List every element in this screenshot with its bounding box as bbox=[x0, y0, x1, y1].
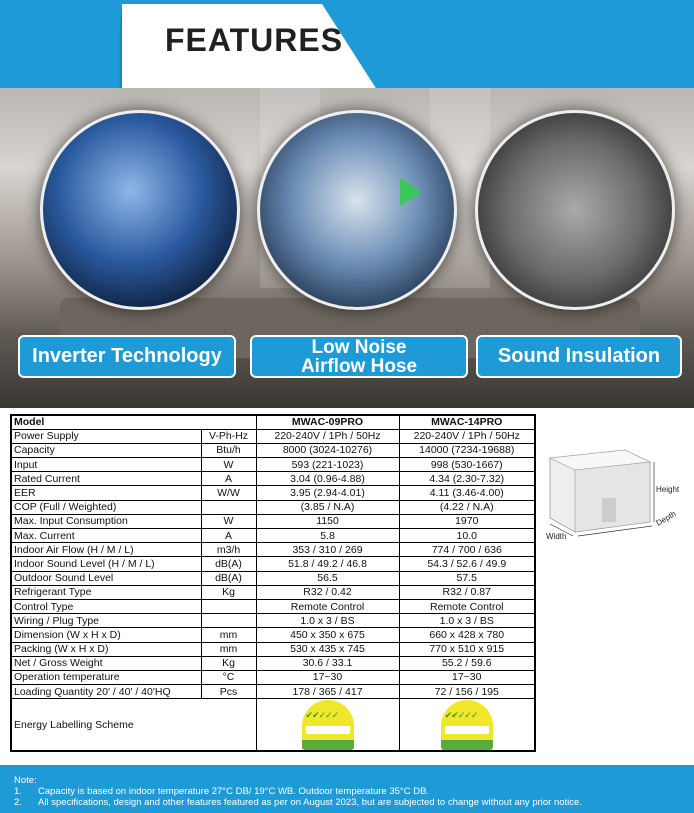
cell-m1: 3.04 (0.96-4.88) bbox=[256, 472, 399, 486]
cell-label: Input bbox=[11, 458, 201, 472]
table-row bbox=[11, 529, 535, 543]
cell-m1: R32 / 0.42 bbox=[256, 585, 399, 599]
energy-label-row bbox=[11, 699, 535, 751]
feature-label: Sound Insulation bbox=[497, 345, 661, 367]
cell-label: Refrigerant Type bbox=[11, 585, 201, 599]
table-row bbox=[11, 443, 535, 457]
feature-sound-insulation bbox=[476, 335, 682, 378]
feature-label: Airflow Hose bbox=[300, 355, 418, 377]
energy-label-image bbox=[441, 700, 493, 750]
table-row bbox=[11, 642, 535, 656]
footer-notes bbox=[0, 765, 694, 813]
cell-m2: 770 x 510 x 915 bbox=[399, 642, 535, 656]
table-row bbox=[11, 514, 535, 528]
cell-m1: 530 x 435 x 745 bbox=[256, 642, 399, 656]
cell-label: Wiring / Plug Type bbox=[11, 614, 201, 628]
energy-label-image bbox=[302, 700, 354, 750]
cell-unit: Pcs bbox=[201, 685, 256, 699]
cell-unit: mm bbox=[201, 642, 256, 656]
cell-m2: 4.11 (3.46-4.00) bbox=[399, 486, 535, 500]
page-title: FEATURES bbox=[165, 22, 344, 58]
feature-inverter-technology bbox=[18, 335, 236, 378]
header-cell: MWAC-09PRO bbox=[256, 415, 399, 429]
spec-table bbox=[10, 414, 536, 752]
cell-m1: 8000 (3024-10276) bbox=[256, 443, 399, 457]
height-label: Height bbox=[656, 485, 680, 494]
cell-m2: 17~30 bbox=[399, 670, 535, 684]
table-row bbox=[11, 500, 535, 514]
table-row bbox=[11, 585, 535, 599]
header-cell: Model bbox=[11, 415, 256, 429]
table-row bbox=[11, 486, 535, 500]
feature-low-noise-airflow-hose bbox=[250, 335, 468, 378]
cell-m1: (3.85 / N.A) bbox=[256, 500, 399, 514]
cell-unit: m3/h bbox=[201, 543, 256, 557]
cell-label: Indoor Air Flow (H / M / L) bbox=[11, 543, 201, 557]
table-row bbox=[11, 571, 535, 585]
cell-unit: V-Ph-Hz bbox=[201, 429, 256, 443]
cell-m1: 51.8 / 49.2 / 46.8 bbox=[256, 557, 399, 571]
table-row bbox=[11, 628, 535, 642]
cell-label: Dimension (W x H x D) bbox=[11, 628, 201, 642]
cell-unit: Btu/h bbox=[201, 443, 256, 457]
cell-label: Net / Gross Weight bbox=[11, 656, 201, 670]
cell-m2: 220-240V / 1Ph / 50Hz bbox=[399, 429, 535, 443]
cell-m2: 774 / 700 / 636 bbox=[399, 543, 535, 557]
cell-m2: 660 x 428 x 780 bbox=[399, 628, 535, 642]
width-label: Width bbox=[546, 532, 567, 540]
cell-m2: 1.0 x 3 / BS bbox=[399, 614, 535, 628]
cell-m2: 57.5 bbox=[399, 571, 535, 585]
cell-label: Packing (W x H x D) bbox=[11, 642, 201, 656]
cell-label: Operation temperature bbox=[11, 670, 201, 684]
depth-label: Depth bbox=[654, 509, 678, 528]
cell-label: Loading Quantity 20' / 40' / 40'HQ bbox=[11, 685, 201, 699]
cell-m1: 450 x 350 x 675 bbox=[256, 628, 399, 642]
cell-label: Indoor Sound Level (H / M / L) bbox=[11, 557, 201, 571]
cell-m1: Remote Control bbox=[256, 599, 399, 613]
cell-m1: 220-240V / 1Ph / 50Hz bbox=[256, 429, 399, 443]
compressor-image bbox=[40, 110, 240, 310]
cell-label: Max. Input Consumption bbox=[11, 514, 201, 528]
note-item bbox=[14, 786, 694, 797]
cell-label: EER bbox=[11, 486, 201, 500]
feature-photo bbox=[0, 88, 694, 408]
cell-label: COP (Full / Weighted) bbox=[11, 500, 201, 514]
cell-unit: W bbox=[201, 458, 256, 472]
feature-label: Low Noise bbox=[311, 336, 407, 358]
cell-unit: Kg bbox=[201, 656, 256, 670]
header-cell: MWAC-14PRO bbox=[399, 415, 535, 429]
cell-label: Power Supply bbox=[11, 429, 201, 443]
tick-icon: ✔✔✓✓✓ bbox=[305, 709, 339, 720]
cell-unit: dB(A) bbox=[201, 557, 256, 571]
cell-unit bbox=[201, 599, 256, 613]
cell-m2: (4.22 / N.A) bbox=[399, 500, 535, 514]
product-dimension-diagram bbox=[540, 440, 690, 540]
cell-unit: Kg bbox=[201, 585, 256, 599]
cell-unit: W bbox=[201, 514, 256, 528]
table-row bbox=[11, 656, 535, 670]
cell-unit: mm bbox=[201, 628, 256, 642]
table-row bbox=[11, 557, 535, 571]
cell-m1: 178 / 365 / 417 bbox=[256, 685, 399, 699]
table-row bbox=[11, 599, 535, 613]
cell-unit: dB(A) bbox=[201, 571, 256, 585]
cell-m2: Remote Control bbox=[399, 599, 535, 613]
cell-m1: 3.95 (2.94-4.01) bbox=[256, 486, 399, 500]
cell-label: Control Type bbox=[11, 599, 201, 613]
cell-unit: W/W bbox=[201, 486, 256, 500]
cell-m1: 5.8 bbox=[256, 529, 399, 543]
cell-m1: 353 / 310 / 269 bbox=[256, 543, 399, 557]
cell-label: Max. Current bbox=[11, 529, 201, 543]
cell-m2: 55.2 / 59.6 bbox=[399, 656, 535, 670]
cell-label: Energy Labelling Scheme bbox=[11, 699, 256, 751]
tick-icon: ✔✔✓✓✓ bbox=[444, 709, 478, 720]
insulation-image bbox=[475, 110, 675, 310]
cell-m1: 593 (221-1023) bbox=[256, 458, 399, 472]
cell-m1: 1150 bbox=[256, 514, 399, 528]
cell-m1: 56.5 bbox=[256, 571, 399, 585]
header-banner bbox=[0, 0, 694, 88]
table-row bbox=[11, 543, 535, 557]
table-row bbox=[11, 429, 535, 443]
cell-m1: 1.0 x 3 / BS bbox=[256, 614, 399, 628]
cell-unit bbox=[201, 614, 256, 628]
cell-label: Rated Current bbox=[11, 472, 201, 486]
cell-m1: 17~30 bbox=[256, 670, 399, 684]
cell-unit bbox=[201, 500, 256, 514]
cell-m2: 1970 bbox=[399, 514, 535, 528]
note-number: 2. bbox=[14, 797, 22, 808]
cell-m2: 72 / 156 / 195 bbox=[399, 685, 535, 699]
table-header-row bbox=[11, 415, 535, 429]
note-title: Note: bbox=[14, 775, 37, 786]
cell-m2: 4.34 (2.30-7.32) bbox=[399, 472, 535, 486]
cell-m2: 54.3 / 52.6 / 49.9 bbox=[399, 557, 535, 571]
cell-m2: R32 / 0.87 bbox=[399, 585, 535, 599]
airflow-hose-image bbox=[257, 110, 457, 310]
cell-m2: 998 (530-1667) bbox=[399, 458, 535, 472]
energy-label-cell bbox=[256, 699, 399, 751]
arrow-icon bbox=[400, 178, 422, 206]
cell-m2: 10.0 bbox=[399, 529, 535, 543]
table-row bbox=[11, 458, 535, 472]
table-row bbox=[11, 472, 535, 486]
cell-label: Outdoor Sound Level bbox=[11, 571, 201, 585]
note-number: 1. bbox=[14, 786, 22, 797]
cell-m2: 14000 (7234-19688) bbox=[399, 443, 535, 457]
cell-m1: 30.6 / 33.1 bbox=[256, 656, 399, 670]
table-row bbox=[11, 685, 535, 699]
note-text: All specifications, design and other features featured as per on August 2023, but are subjected to change without any prior notice. bbox=[38, 797, 582, 808]
energy-label-cell bbox=[399, 699, 535, 751]
table-row bbox=[11, 670, 535, 684]
cell-unit: A bbox=[201, 529, 256, 543]
cell-label: Capacity bbox=[11, 443, 201, 457]
table-row bbox=[11, 614, 535, 628]
note-item bbox=[14, 797, 694, 808]
cell-unit: A bbox=[201, 472, 256, 486]
feature-label: Inverter Technology bbox=[32, 345, 222, 367]
cell-unit: °C bbox=[201, 670, 256, 684]
note-text: Capacity is based on indoor temperature 27°C DB/ 19°C WB. Outdoor temperature 35°C DB. bbox=[38, 786, 430, 797]
